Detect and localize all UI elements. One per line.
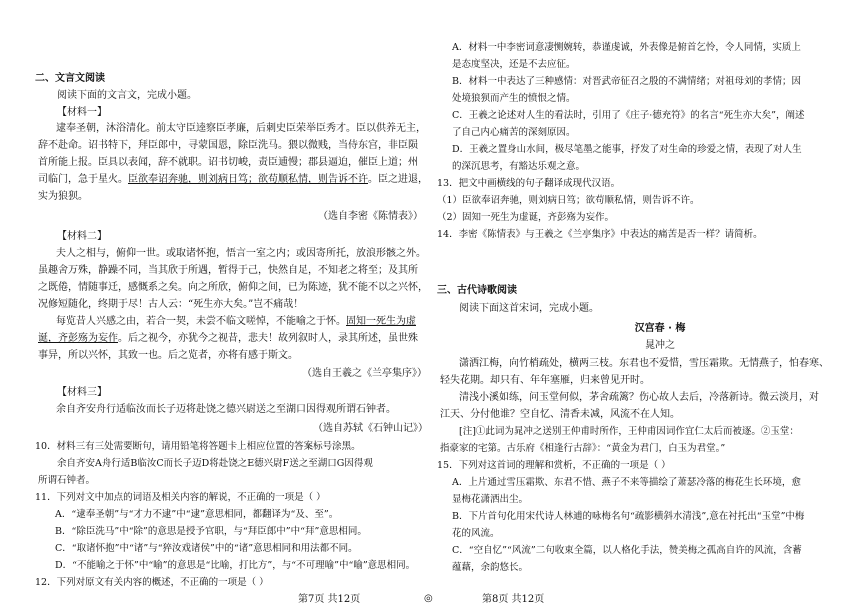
material-2-line: 夫人之相与，俯仰一世。或取诸怀抱，悟言一室之内；或因寄所托，放浪形骸之外。 xyxy=(56,248,426,259)
question-15-option-c-cont: 蕴藉，余韵悠长。 xyxy=(452,562,529,573)
question-12-option-c-cont: 了自己内心痛苦的深刻原因。 xyxy=(452,127,576,138)
material-2-label: 【材料二】 xyxy=(57,231,107,242)
material-3-label: 【材料三】 xyxy=(57,387,107,398)
question-12-option-c: C．王羲之论述对人生的看法时，引用了《庄子·德充符》的名言“死生亦大矣”，阐述 xyxy=(452,110,805,121)
page-number-right: 第8页 共12页 xyxy=(482,594,545,605)
material-2-line xyxy=(56,317,416,327)
question-14: 14．李密《陈情表》与王羲之《兰亭集序》中表达的痛苦是否一样？请简析。 xyxy=(437,229,763,240)
question-15-option-c: C．“空自忆”“风流”二句收束全篇，以人格化手法，赞美梅之孤高自许的风流，含蓄 xyxy=(452,545,802,556)
section-2-title: 二、文言文阅读 xyxy=(35,73,105,84)
poem-line: 江天、分付他谁？空自忆、清香未减，风流不在人知。 xyxy=(440,409,680,420)
question-12-option-b-cont: 处境狼狈而产生的愤恨之情。 xyxy=(452,93,576,104)
poem-line: 潇洒江梅，向竹梢疏处，横两三枝。东君也不爱惜，雪压霜欺。无情燕子，怕春寒、 xyxy=(459,358,829,369)
material-3-line: 余自齐安舟行适临汝而长子迈将赴饶之德兴尉送之至湖口因得观所谓石钟者。 xyxy=(56,404,396,415)
material-1-label: 【材料一】 xyxy=(57,107,107,118)
underlined-sentence: 诞，齐彭殇为妄作 xyxy=(38,333,118,344)
question-15-option-a: A．上片通过雪压霜欺、东君不惜、燕子不来等描绘了萧瑟冷落的梅花生长环境，愈 xyxy=(452,477,801,488)
material-1-line: 辞不赴命。诏书特下，拜臣郎中，寻蒙国恩，除臣洗马。猥以微贱，当侍东宫，非臣陨 xyxy=(38,140,418,151)
material-2-line xyxy=(38,334,418,344)
question-15-option-b-cont: 花的风流。 xyxy=(452,528,500,539)
section-3-title: 三、古代诗歌阅读 xyxy=(437,285,517,296)
material-1-text: 司临门，急于星火。 xyxy=(38,174,128,185)
material-2-text: 。后之视今，亦犹今之视昔，悲夫！故列叙时人，录其所述，虽世殊 xyxy=(118,333,418,344)
poem-note: [注]①此词为晁冲之送别王仲甫时所作，王仲甫因词作宜仁太后而被逐。②玉堂： xyxy=(459,426,799,437)
material-2-line: 况修短随化，终期于尽！古人云：“死生亦大矣。”岂不痛哉！ xyxy=(38,299,304,310)
question-10-text: 余自齐安A舟行适B临汝C而长子迈D将赴饶之E德兴尉F送之至湖口G因得观 xyxy=(57,458,373,469)
material-2-text: 每览昔人兴感之由，若合一契，未尝不临文嗟悼，不能喻之于怀。 xyxy=(56,316,346,327)
question-11-option-d: D．“不能喻之于怀”中“喻”的意思是“比喻，打比方”，与“不可理喻”中“喻”意思相同。 xyxy=(55,560,416,571)
material-3-source: （选自苏轼《石钟山记》） xyxy=(313,423,428,434)
underlined-sentence: 固知一死生为虚 xyxy=(346,316,416,327)
question-12-option-d: D．王羲之置身山水间，极尽笔墨之能事，抒发了对生命的珍爱之情，表现了对人生 xyxy=(452,144,802,155)
poem-note-cont: 指豪家的宅第。古乐府《相逢行古辞》：“黄金为君门，白玉为君堂。” xyxy=(440,443,726,454)
page-number-left: 第7页 共12页 xyxy=(298,594,361,605)
question-13: 13．把文中画横线的句子翻译成现代汉语。 xyxy=(437,178,621,189)
question-12-option-a-cont: 是态度坚决，还是不去应征。 xyxy=(452,59,576,70)
question-15-option-b: B．下片首句化用宋代诗人林逋的咏梅名句“疏影横斜水清浅”,意在衬托出“玉堂”中梅 xyxy=(452,511,805,522)
question-15-option-a-cont: 显梅花潇洒出尘。 xyxy=(452,494,529,505)
material-2-line: 虽趣舍万殊，静躁不同，当其欣于所遇，暂得于己，快然自足，不知老之将至；及其所 xyxy=(38,265,418,276)
question-10: 10．材料三有三处需要断句，请用铅笔将答题卡上相应位置的答案标号涂黑。 xyxy=(35,441,361,452)
question-15: 15．下列对这首词的理解和赏析，不正确的一项是（ ） xyxy=(437,460,671,471)
question-12-option-a: A．材料一中李密词意凄恻婉转，恭谨虔诚，外表像是俯首乞怜，令人同情，实质上 xyxy=(452,42,801,53)
section-3-intro: 阅读下面这首宋词，完成小题。 xyxy=(459,303,599,314)
center-mark: ◎ xyxy=(424,593,433,604)
material-1-line xyxy=(38,175,428,185)
material-1-line: 逮奉圣朝，沐浴清化。前太守臣逵察臣孝廉，后刺史臣荣举臣秀才。臣以供养无主， xyxy=(56,123,426,134)
question-12-option-b: B．材料一中表达了三种感情：对晋武帝征召之殷的不满情绪；对祖母刘的孝情；因 xyxy=(452,76,801,87)
material-1-text: 。臣之进退， xyxy=(368,174,428,185)
question-10-text: 所谓石钟者。 xyxy=(38,475,96,486)
question-11: 11．下列对文中加点的词语及相关内容的解说，不正确的一项是（ ） xyxy=(35,492,326,503)
poem-author: 晁冲之 xyxy=(645,340,675,351)
question-12-option-d-cont: 的深沉思考，有豁达乐观之意。 xyxy=(452,161,586,172)
question-13-item-1: （1）臣欲奉诏奔驰，则刘病日笃；欲苟顺私情，则告诉不许。 xyxy=(437,195,700,206)
poem-line: 清浅小溪如练，问玉堂何似，茅舍疏篱？伤心故人去后，冷落新诗。微云淡月，对 xyxy=(459,392,819,403)
section-2-intro: 阅读下面的文言文，完成小题。 xyxy=(57,90,197,101)
poem-line: 轻失花期。却只有、年年塞雁，归来曾见开时。 xyxy=(440,375,650,386)
material-1-source: （选自李密《陈情表》） xyxy=(318,211,423,222)
underlined-sentence: 臣欲奉诏奔驰，则刘病日笃；欲苟顺私情，则告诉不许 xyxy=(128,174,368,185)
question-11-option-c: C．“取诸怀抱”中“诸”与“猝汝戏诸侯”中的“诸”意思相同和用法都不同。 xyxy=(55,543,358,554)
question-13-item-2: （2）固知一死生为虚诞，齐彭殇为妄作。 xyxy=(437,212,615,223)
question-11-option-a: A．“逮奉圣朝”与“才力不逮”中“逮”意思相同，都翻译为“及、至”。 xyxy=(55,509,339,520)
question-12: 12．下列对原文有关内容的概述，不正确的一项是（ ） xyxy=(35,577,269,588)
material-1-line: 首所能上报。臣具以表闻，辞不就职。诏书切峻，责臣逋慢；郡县逼迫，催臣上道；州 xyxy=(38,157,418,168)
poem-title: 汉宫春 · 梅 xyxy=(634,323,686,334)
question-11-option-b: B．“除臣洗马”中“除”的意思是授予官职，与“拜臣郎中”中“拜”意思相同。 xyxy=(55,526,367,537)
material-2-line: 之既倦，情随事迁，感慨系之矣。向之所欣，俯仰之间，已为陈迹，犹不能不以之兴怀， xyxy=(38,282,428,293)
material-2-line: 事异，所以兴怀，其致一也。后之览者，亦将有感于斯文。 xyxy=(38,350,298,361)
material-1-line: 实为狼狈。 xyxy=(38,191,88,202)
material-2-source: （选自王羲之《兰亭集序》） xyxy=(302,368,427,379)
